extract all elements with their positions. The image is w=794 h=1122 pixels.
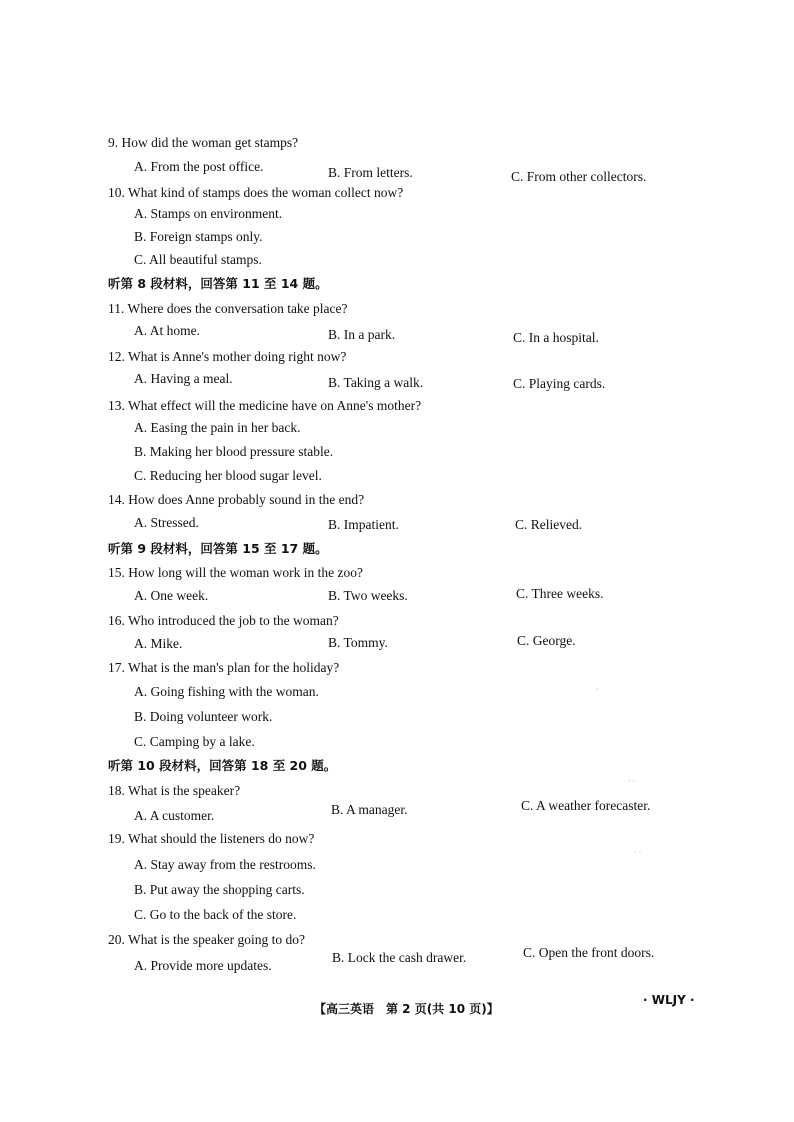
question-10-option-b: B. Foreign stamps only.: [134, 229, 263, 244]
question-17-stem: 17. What is the man's plan for the holiday?: [108, 660, 340, 675]
question-9-option-a: A. From the post office.: [134, 159, 264, 174]
question-11-option-c: C. In a hospital.: [513, 330, 599, 345]
question-12-option-c: C. Playing cards.: [513, 376, 606, 391]
scan-speck: · ·: [634, 848, 642, 857]
scan-speck: · ·: [628, 777, 636, 786]
question-20-option-c: C. Open the front doors.: [523, 945, 655, 960]
question-17-option-a: A. Going fishing with the woman.: [134, 684, 319, 699]
question-16-option-b: B. Tommy.: [328, 635, 388, 650]
question-10-option-c: C. All beautiful stamps.: [134, 252, 262, 267]
question-16-option-a: A. Mike.: [134, 636, 183, 651]
question-20-option-b: B. Lock the cash drawer.: [332, 950, 467, 965]
question-12-option-a: A. Having a meal.: [134, 371, 233, 386]
section-10-heading: 听第 10 段材料，回答第 18 至 20 题。: [108, 758, 337, 773]
question-15-option-c: C. Three weeks.: [516, 586, 604, 601]
question-17-option-b: B. Doing volunteer work.: [134, 709, 273, 724]
question-19-stem: 19. What should the listeners do now?: [108, 831, 315, 846]
page-footer-info: 【高三英语 第 2 页(共 10 页)】: [314, 1002, 499, 1016]
question-13-option-c: C. Reducing her blood sugar level.: [134, 468, 322, 483]
question-16-option-c: C. George.: [517, 633, 576, 648]
question-18-stem: 18. What is the speaker?: [108, 783, 241, 798]
question-13-option-b: B. Making her blood pressure stable.: [134, 444, 334, 459]
question-19-option-a: A. Stay away from the restrooms.: [134, 857, 316, 872]
question-9-stem: 9. How did the woman get stamps?: [108, 135, 299, 150]
question-19-option-b: B. Put away the shopping carts.: [134, 882, 305, 897]
question-18-option-c: C. A weather forecaster.: [521, 798, 651, 813]
question-20-option-a: A. Provide more updates.: [134, 958, 272, 973]
scan-speck: ·: [596, 685, 599, 694]
question-11-stem: 11. Where does the conversation take place?: [108, 301, 348, 316]
question-11-option-a: A. At home.: [134, 323, 200, 338]
question-18-option-b: B. A manager.: [331, 802, 408, 817]
question-16-stem: 16. Who introduced the job to the woman?: [108, 613, 339, 628]
question-15-stem: 15. How long will the woman work in the zoo?: [108, 565, 363, 580]
question-10-stem: 10. What kind of stamps does the woman collect now?: [108, 185, 404, 200]
question-14-option-c: C. Relieved.: [515, 517, 583, 532]
question-20-stem: 20. What is the speaker going to do?: [108, 932, 305, 947]
page-footer-code: · WLJY ·: [643, 993, 695, 1007]
question-17-option-c: C. Camping by a lake.: [134, 734, 255, 749]
question-12-option-b: B. Taking a walk.: [328, 375, 424, 390]
question-14-stem: 14. How does Anne probably sound in the end?: [108, 492, 365, 507]
section-8-heading: 听第 8 段材料，回答第 11 至 14 题。: [108, 276, 328, 291]
question-14-option-b: B. Impatient.: [328, 517, 399, 532]
question-10-option-a: A. Stamps on environment.: [134, 206, 283, 221]
question-11-option-b: B. In a park.: [328, 327, 396, 342]
question-9-option-c: C. From other collectors.: [511, 169, 647, 184]
question-13-stem: 13. What effect will the medicine have on Anne's mother?: [108, 398, 422, 413]
question-12-stem: 12. What is Anne's mother doing right now?: [108, 349, 347, 364]
question-15-option-a: A. One week.: [134, 588, 209, 603]
question-9-option-b: B. From letters.: [328, 165, 413, 180]
question-15-option-b: B. Two weeks.: [328, 588, 408, 603]
question-14-option-a: A. Stressed.: [134, 515, 199, 530]
section-9-heading: 听第 9 段材料，回答第 15 至 17 题。: [108, 541, 328, 556]
question-13-option-a: A. Easing the pain in her back.: [134, 420, 301, 435]
question-18-option-a: A. A customer.: [134, 808, 215, 823]
question-19-option-c: C. Go to the back of the store.: [134, 907, 297, 922]
